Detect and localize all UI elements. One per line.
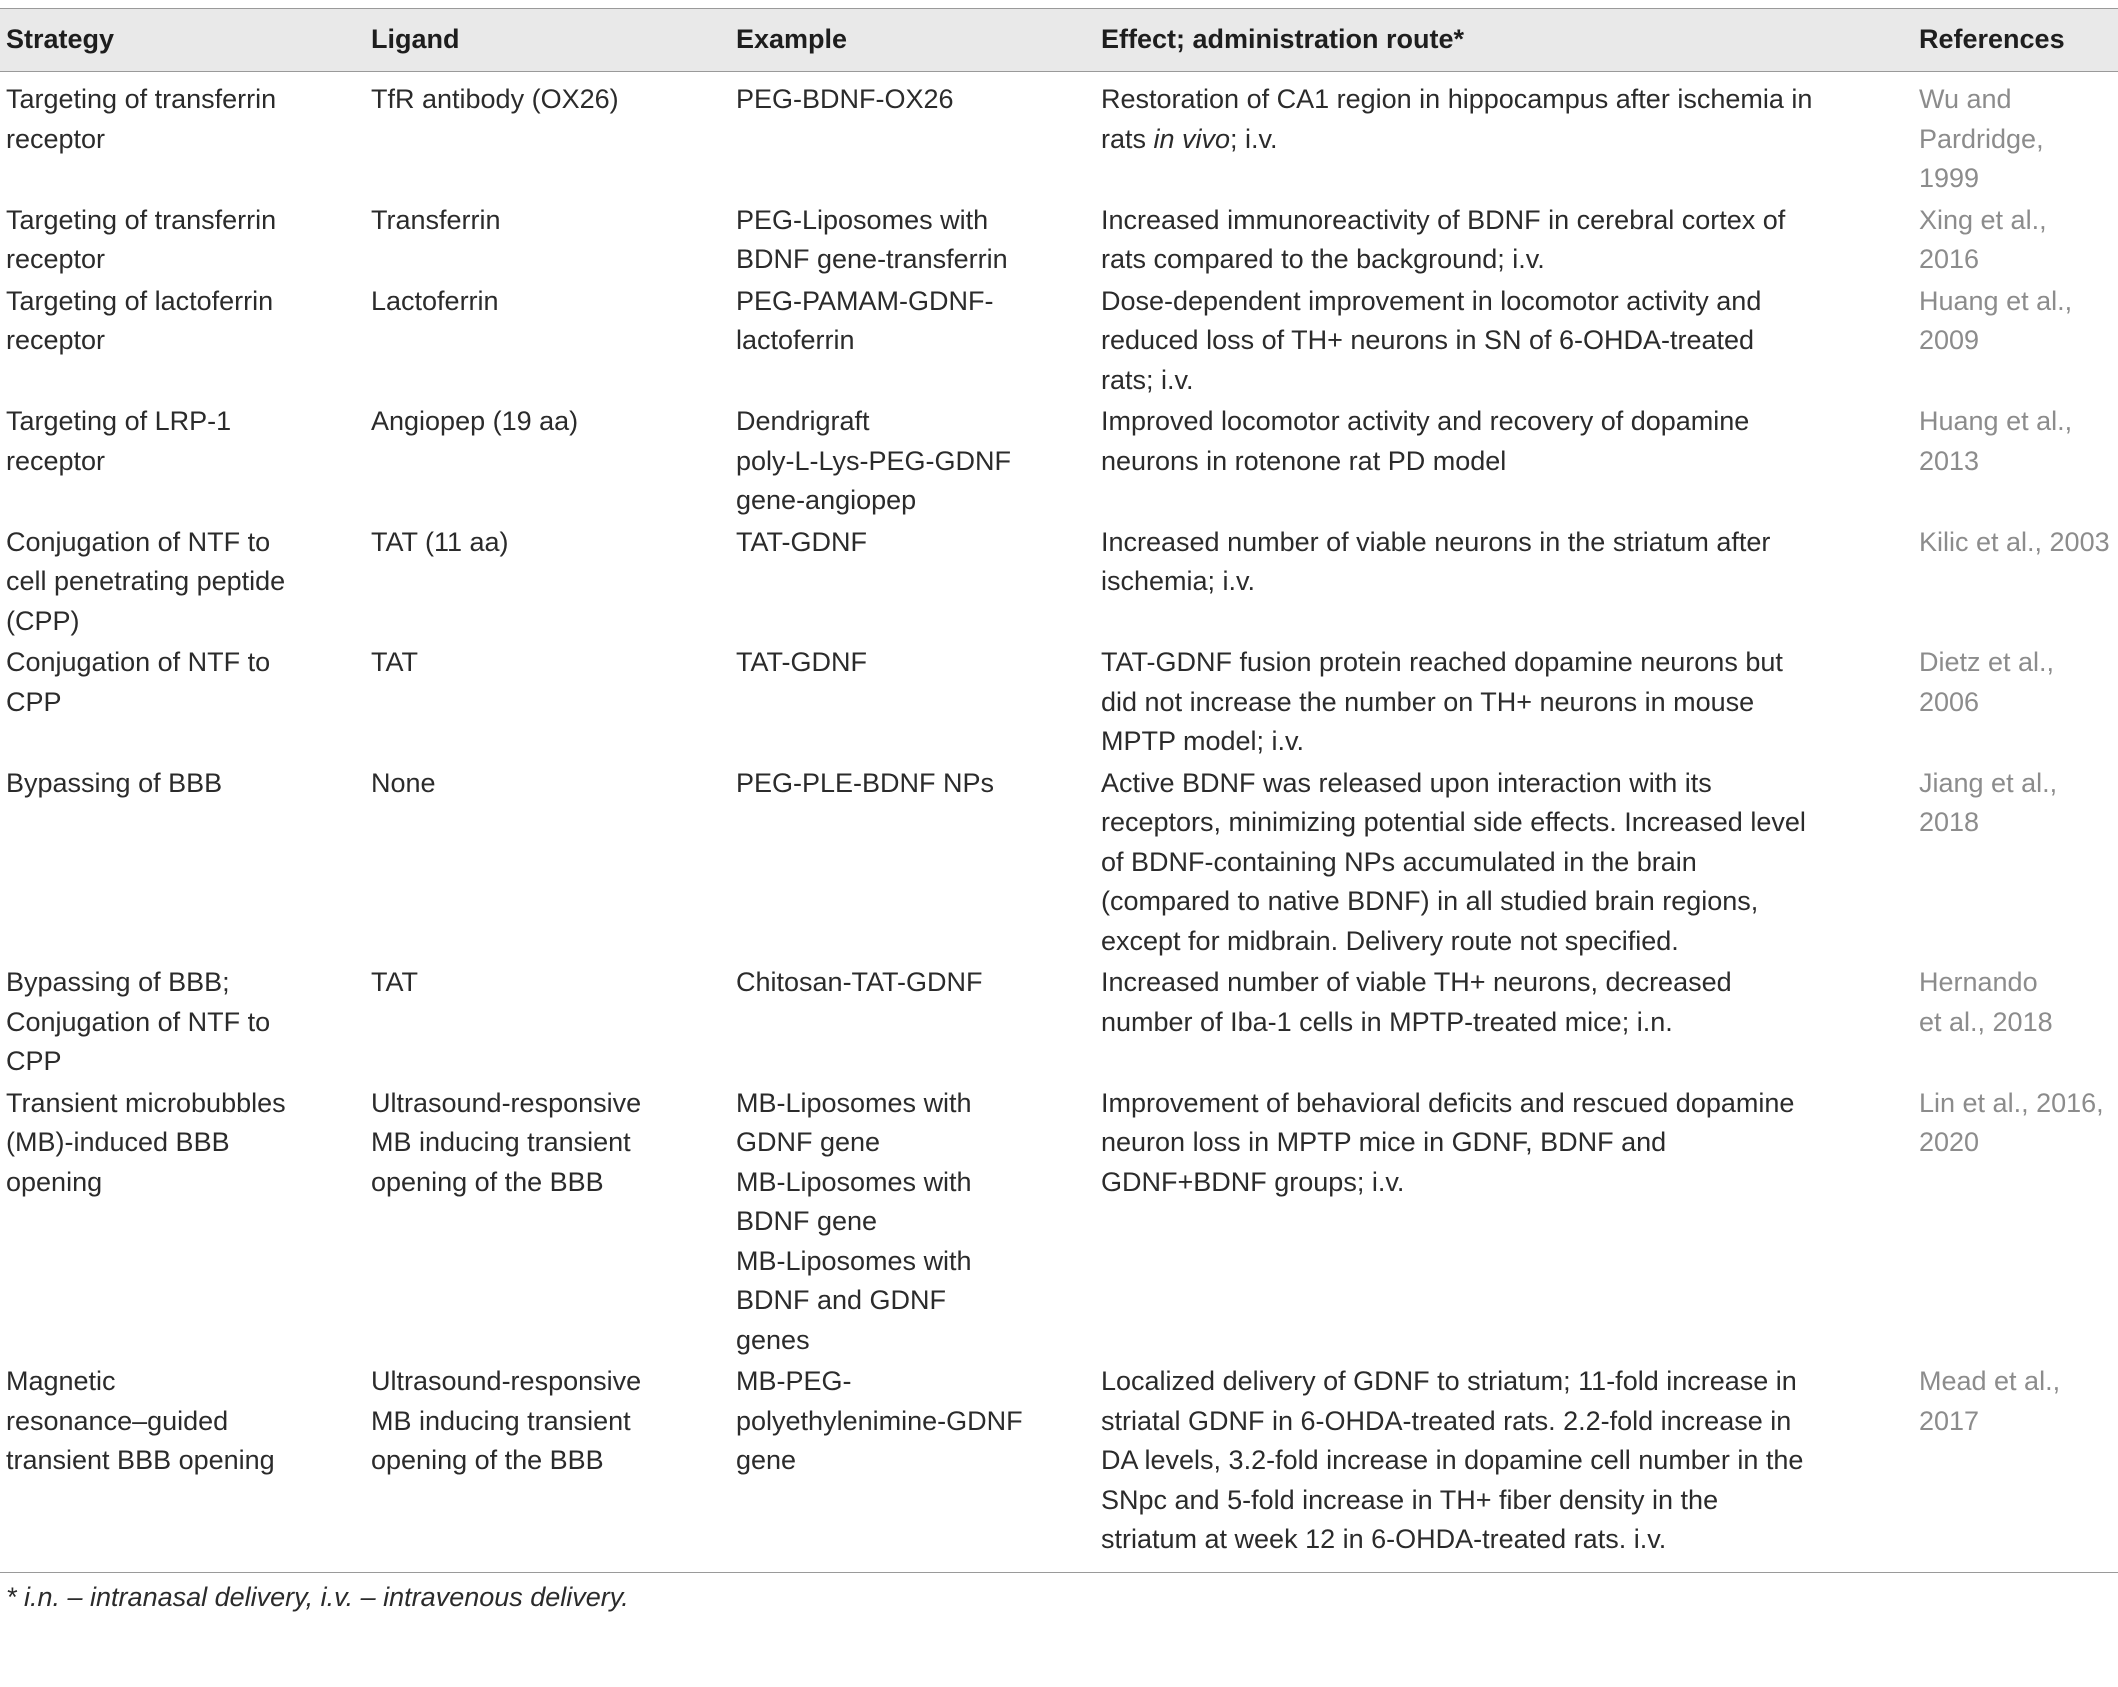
cell-strategy-line: Targeting of lactoferrin (6, 285, 274, 316)
table-row (0, 1360, 2118, 1570)
cell-effect-line: MPTP model; i.v. (1101, 726, 1305, 756)
cell-example-line: PEG-PAMAM-GDNF- (736, 285, 994, 316)
cell-strategy-line: receptor (6, 244, 106, 274)
cell-example (730, 961, 1095, 1082)
cell-example-line: PEG-BDNF-OX26 (736, 84, 954, 114)
cell-strategy-line: Transient microbubbles (6, 1087, 286, 1118)
cell-effect (1095, 199, 1913, 280)
table-row (0, 72, 2118, 199)
cell-reference-line: Xing et al., (1919, 204, 2047, 235)
cell-effect (1095, 641, 1913, 762)
cell-effect (1095, 961, 1913, 1082)
cell-ligand-line: Lactoferrin (371, 285, 499, 316)
cell-strategy-line: (CPP) (6, 605, 80, 636)
cell-ligand-line: TfR antibody (OX26) (371, 84, 619, 114)
cell-reference-line: 2018 (1919, 807, 1980, 837)
cell-strategy (0, 1360, 365, 1570)
cell-effect-line: Active BDNF was released upon interaction with its (1101, 767, 1712, 798)
cell-effect-line: rats in vivo; i.v. (1101, 123, 1278, 154)
cell-effect-line: of BDNF-containing NPs accumulated in the brain (1101, 846, 1697, 877)
cell-strategy (0, 199, 365, 280)
cell-effect-line: DA levels, 3.2-fold increase in dopamine cell number in the (1101, 1445, 1804, 1475)
cell-ligand-line: Angiopep (19 aa) (371, 406, 579, 436)
cell-effect-line: except for midbrain. Delivery route not specified. (1101, 925, 1679, 956)
cell-example-line: BDNF gene (736, 1206, 878, 1236)
cell-ligand (365, 521, 730, 642)
cell-example-line: PEG-Liposomes with (736, 204, 989, 235)
cell-effect-line: striatum at week 12 in 6-OHDA-treated rats. i.v. (1101, 1524, 1667, 1554)
cell-ligand-line: opening of the BBB (371, 1445, 604, 1475)
cell-ligand (365, 280, 730, 401)
cell-ligand (365, 1360, 730, 1570)
cell-reference-line: Huang et al., (1919, 406, 2073, 436)
cell-effect (1095, 521, 1913, 642)
cell-reference-line: Wu and (1919, 84, 2012, 114)
cell-ligand-line: Transferrin (371, 204, 501, 235)
cell-reference-line: et al., 2018 (1919, 1006, 2053, 1037)
cell-example-line: TAT-GDNF (736, 647, 867, 677)
cell-reference[interactable] (1913, 280, 2118, 401)
cell-reference-line: 2013 (1919, 445, 1980, 476)
cell-effect-line: Localized delivery of GDNF to striatum; 11-fold increase in (1101, 1366, 1797, 1396)
cell-effect (1095, 1360, 1913, 1570)
cell-example (730, 521, 1095, 642)
cell-ligand (365, 199, 730, 280)
cell-reference[interactable] (1913, 72, 2118, 199)
cell-example (730, 1082, 1095, 1361)
cell-effect (1095, 762, 1913, 962)
cell-example (730, 762, 1095, 962)
cell-ligand (365, 641, 730, 762)
cell-example-line: gene (736, 1445, 797, 1475)
cell-ligand (365, 961, 730, 1082)
table-header (0, 9, 2118, 72)
cell-example-line: Dendrigraft (736, 406, 870, 436)
cell-reference-line: Dietz et al., (1919, 647, 2055, 677)
cell-strategy-line: CPP (6, 1046, 62, 1076)
cell-example-line: MB-Liposomes with (736, 1245, 972, 1276)
cell-strategy-line: receptor (6, 445, 106, 476)
cell-effect-line: rats compared to the background; i.v. (1101, 244, 1545, 274)
cell-reference[interactable] (1913, 641, 2118, 762)
cell-effect-line: Increased number of viable TH+ neurons, decreased (1101, 967, 1732, 997)
cell-effect (1095, 72, 1913, 199)
cell-ligand-line: TAT (371, 647, 418, 677)
cell-strategy (0, 400, 365, 521)
cell-ligand-line: TAT (11 aa) (371, 526, 509, 557)
cell-effect-line: SNpc and 5-fold increase in TH+ fiber density in the (1101, 1484, 1719, 1515)
cell-strategy (0, 280, 365, 401)
cell-effect-line: did not increase the number on TH+ neurons in mouse (1101, 686, 1755, 717)
cell-example-line: MB-PEG- (736, 1366, 852, 1396)
cell-strategy (0, 641, 365, 762)
cell-example (730, 1360, 1095, 1570)
cell-ligand-line: Ultrasound-responsive (371, 1366, 642, 1396)
cell-strategy-line: receptor (6, 325, 106, 355)
cell-ligand (365, 762, 730, 962)
cell-reference[interactable] (1913, 961, 2118, 1082)
cell-reference-line: Lin et al., 2016, (1919, 1087, 2104, 1118)
cell-example-line: TAT-GDNF (736, 526, 867, 557)
cell-effect-line: GDNF+BDNF groups; i.v. (1101, 1166, 1405, 1197)
cell-effect-line: neurons in rotenone rat PD model (1101, 445, 1507, 476)
cell-reference-line: 1999 (1919, 163, 1980, 193)
cell-effect-line: ischemia; i.v. (1101, 566, 1256, 596)
cell-effect-line: TAT-GDNF fusion protein reached dopamine neurons but (1101, 647, 1783, 677)
table-row (0, 641, 2118, 762)
cell-reference[interactable] (1913, 199, 2118, 280)
cell-strategy-line: Magnetic (6, 1366, 116, 1396)
cell-ligand (365, 72, 730, 199)
table-container (0, 8, 2118, 1570)
table-row (0, 1082, 2118, 1361)
cell-reference-line: 2020 (1919, 1127, 1980, 1157)
cell-ligand-line: MB inducing transient (371, 1127, 631, 1157)
cell-reference[interactable] (1913, 521, 2118, 642)
cell-effect-line: neuron loss in MPTP mice in GDNF, BDNF and (1101, 1127, 1667, 1157)
cell-strategy-line: cell penetrating peptide (6, 566, 286, 596)
table-row (0, 961, 2118, 1082)
cell-strategy (0, 762, 365, 962)
cell-ligand-line: Ultrasound-responsive (371, 1087, 642, 1118)
cell-strategy-line: resonance–guided (6, 1405, 229, 1436)
cell-example-line: gene-angiopep (736, 485, 917, 515)
table-row (0, 521, 2118, 642)
header-references: References (1919, 24, 2065, 54)
cell-strategy-line: Targeting of transferrin (6, 204, 277, 235)
cell-effect-line: number of Iba-1 cells in MPTP-treated mice; i.n. (1101, 1006, 1673, 1037)
cell-reference-line: Kilic et al., 2003 (1919, 526, 2110, 557)
cell-strategy-line: Conjugation of NTF to (6, 1006, 271, 1037)
cell-effect (1095, 1082, 1913, 1361)
cell-example-line: genes (736, 1324, 810, 1355)
cell-strategy (0, 1082, 365, 1361)
cell-reference-line: Hernando (1919, 967, 2038, 997)
cell-strategy-line: Bypassing of BBB; (6, 967, 230, 997)
cell-strategy-line: transient BBB opening (6, 1445, 275, 1475)
cell-ligand (365, 1082, 730, 1361)
cell-effect-line: striatal GDNF in 6-OHDA-treated rats. 2.2-fold increase in (1101, 1405, 1792, 1436)
table-row (0, 400, 2118, 521)
cell-strategy-line: CPP (6, 686, 62, 717)
cell-ligand-line: MB inducing transient (371, 1405, 631, 1436)
table-row (0, 280, 2118, 401)
cell-effect-line: Improved locomotor activity and recovery of dopamine (1101, 406, 1750, 436)
cell-effect-line: Improvement of behavioral deficits and rescued dopamine (1101, 1087, 1795, 1118)
cell-reference-line: Pardridge, (1919, 123, 2044, 154)
cell-effect-line: receptors, minimizing potential side effects. Increased level (1101, 807, 1806, 837)
cell-strategy-line: Conjugation of NTF to (6, 647, 271, 677)
cell-example (730, 280, 1095, 401)
cell-reference[interactable] (1913, 1082, 2118, 1361)
cell-example-line: Chitosan-TAT-GDNF (736, 967, 983, 997)
cell-example-line: BDNF gene-transferrin (736, 244, 1008, 274)
header-row (0, 9, 2118, 72)
cell-strategy (0, 521, 365, 642)
header-strategy: Strategy (6, 24, 115, 54)
table-body (0, 72, 2118, 1570)
table-footnote: * i.n. – intranasal delivery, i.v. – intravenous delivery. (6, 1582, 629, 1612)
cell-strategy-line: opening (6, 1166, 103, 1197)
cell-effect-line: Dose-dependent improvement in locomotor activity and (1101, 285, 1762, 316)
cell-strategy-line: Conjugation of NTF to (6, 526, 271, 557)
cell-reference-line: Jiang et al., (1919, 767, 2058, 798)
cell-effect (1095, 400, 1913, 521)
cell-strategy-line: Targeting of transferrin (6, 84, 277, 114)
header-effect: Effect; administration route* (1101, 24, 1465, 54)
cell-example-line: BDNF and GDNF (736, 1285, 947, 1315)
cell-example-line: PEG-PLE-BDNF NPs (736, 767, 995, 798)
header-ligand: Ligand (371, 24, 460, 54)
cell-example (730, 400, 1095, 521)
table-row (0, 762, 2118, 962)
cell-strategy-line: (MB)-induced BBB (6, 1127, 230, 1157)
cell-example (730, 641, 1095, 762)
cell-effect-line: Restoration of CA1 region in hippocampus after ischemia in (1101, 84, 1813, 114)
cell-ligand-line: opening of the BBB (371, 1166, 604, 1197)
cell-reference[interactable] (1913, 1360, 2118, 1570)
cell-example-line: polyethylenimine-GDNF (736, 1405, 1023, 1436)
table-bottom-rule (0, 1572, 2118, 1573)
cell-ligand-line: None (371, 767, 436, 798)
cell-strategy-line: receptor (6, 123, 106, 154)
cell-strategy (0, 72, 365, 199)
cell-effect-line: reduced loss of TH+ neurons in SN of 6-OHDA-treated (1101, 325, 1755, 355)
header-example: Example (736, 24, 848, 54)
cell-example-line: GDNF gene (736, 1127, 881, 1157)
cell-reference-line: 2009 (1919, 325, 1980, 355)
cell-strategy-line: Bypassing of BBB (6, 767, 223, 798)
cell-reference-line: 2006 (1919, 686, 1980, 717)
cell-example-line: MB-Liposomes with (736, 1087, 972, 1118)
cell-ligand-line: TAT (371, 967, 418, 997)
cell-example-line: poly-L-Lys-PEG-GDNF (736, 445, 1012, 476)
cell-reference-line: Mead et al., (1919, 1366, 2061, 1396)
cell-strategy (0, 961, 365, 1082)
delivery-strategies-table (0, 8, 2118, 1570)
cell-reference-line: 2016 (1919, 244, 1980, 274)
cell-effect-line: rats; i.v. (1101, 364, 1194, 395)
cell-effect-line: Increased immunoreactivity of BDNF in cerebral cortex of (1101, 204, 1786, 235)
cell-example-line: MB-Liposomes with (736, 1166, 972, 1197)
cell-effect-line: Increased number of viable neurons in the striatum after (1101, 526, 1771, 557)
cell-reference-line: 2017 (1919, 1405, 1980, 1436)
cell-reference[interactable] (1913, 762, 2118, 962)
cell-example (730, 72, 1095, 199)
table-row (0, 199, 2118, 280)
cell-strategy-line: Targeting of LRP-1 (6, 406, 232, 436)
cell-effect (1095, 280, 1913, 401)
cell-reference[interactable] (1913, 400, 2118, 521)
cell-reference-line: Huang et al., (1919, 285, 2073, 316)
cell-effect-line: (compared to native BDNF) in all studied brain regions, (1101, 886, 1759, 916)
cell-example (730, 199, 1095, 280)
cell-ligand (365, 400, 730, 521)
cell-example-line: lactoferrin (736, 325, 855, 355)
